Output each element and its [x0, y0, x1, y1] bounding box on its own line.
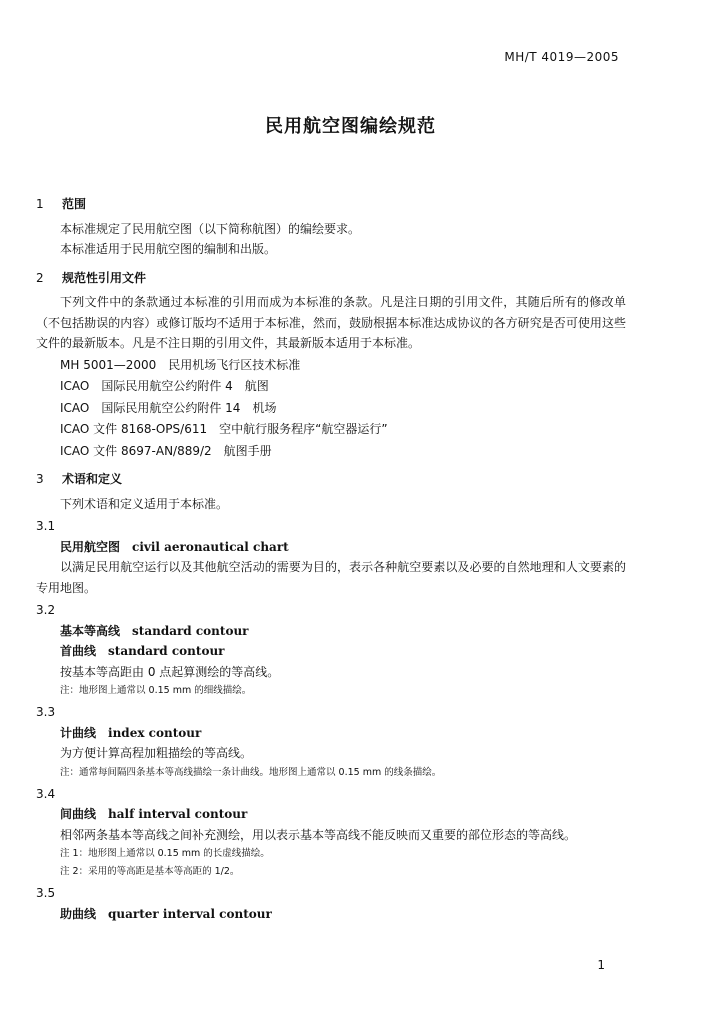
- term-cn: 首曲线: [60, 644, 97, 658]
- paragraph: 本标准规定了民用航空图（以下简称航图）的编绘要求。: [60, 221, 361, 236]
- subsection-number: 3.4: [36, 786, 56, 801]
- section-number: 2: [36, 270, 44, 285]
- definition: 为方便计算高程加粗描绘的等高线。: [60, 746, 253, 760]
- term-en: quarter interval contour: [108, 906, 272, 921]
- term: [36, 804, 626, 825]
- section-title: 范围: [62, 197, 87, 211]
- section-title: 规范性引用文件: [62, 270, 147, 285]
- subsection-number: 3.3: [36, 705, 56, 719]
- term-cn: 计曲线: [60, 725, 97, 740]
- document-body: [36, 186, 626, 924]
- term-en: civil aeronautical chart: [132, 539, 289, 554]
- term-cn: 助曲线: [60, 906, 97, 921]
- section-2-heading: [36, 268, 626, 289]
- section-title: 术语和定义: [62, 472, 123, 486]
- paragraph: 下列文件中的条款通过本标准的引用而成为本标准的条款。凡是注日期的引用文件，其随后所有的修改单（不包括勘误的内容）或修订版均不适用于本标准，然而，鼓励根据本标准达成协议的各方研究是否可使用这些文件的最新版本。凡是不注日期的引用文件，其最新版本适用于本标准。: [36, 295, 626, 350]
- definition: 按基本等高距由 0 点起算测绘的等高线。: [60, 664, 280, 679]
- subsection-number: 3.2: [36, 603, 56, 617]
- subsection-number: 3.1: [36, 519, 56, 533]
- reference-item: ICAO 文件 8697-AN/889/2 航图手册: [60, 443, 272, 458]
- term-cn: 间曲线: [60, 807, 97, 821]
- subsection-number: 3.5: [36, 886, 56, 900]
- reference-item: ICAO 国际民用航空公约附件 4 航图: [60, 379, 269, 393]
- term-cn: 基本等高线: [60, 623, 121, 638]
- reference-item: MH 5001—2000 民用机场飞行区技术标准: [60, 357, 301, 372]
- reference-item: ICAO 文件 8168-OPS/611 空中航行服务程序“航空器运行”: [60, 422, 388, 436]
- section-number: 1: [36, 197, 44, 211]
- term-en: standard contour: [132, 623, 249, 638]
- note: 注：地形图上通常以 0.15 mm 的细线描绘。: [60, 685, 252, 696]
- standard-number: MH/T 4019—2005: [504, 50, 619, 64]
- section-number: 3: [36, 472, 44, 486]
- term-cn: 民用航空图: [60, 539, 121, 554]
- page-number: 1: [597, 958, 605, 972]
- term: [36, 904, 626, 925]
- term-alias: [36, 641, 626, 662]
- note: 注 2：采用的等高距是基本等高距的 1/2。: [60, 866, 240, 877]
- definition: 以满足民用航空运行以及其他航空活动的需要为目的，表示各种航空要素以及必要的自然地理和人文要素的专用地图。: [36, 560, 626, 595]
- note: 注：通常每间隔四条基本等高线描绘一条计曲线。地形图上通常以 0.15 mm 的线条描绘。: [60, 766, 442, 778]
- paragraph: 本标准适用于民用航空图的编制和出版。: [60, 242, 277, 256]
- note: 注 1：地形图上通常以 0.15 mm 的长虚线描绘。: [60, 848, 270, 859]
- document-title: 民用航空图编绘规范: [265, 116, 436, 137]
- term: [36, 723, 626, 744]
- section-3-heading: [36, 469, 626, 490]
- section-1-heading: [36, 194, 626, 215]
- term: [36, 621, 626, 642]
- definition: 相邻两条基本等高线之间补充测绘，用以表示基本等高线不能反映而又重要的部位形态的等高线。: [60, 827, 577, 842]
- reference-item: ICAO 国际民用航空公约附件 14 机场: [60, 400, 277, 415]
- paragraph: 下列术语和定义适用于本标准。: [60, 496, 229, 511]
- term-en: half interval contour: [108, 807, 248, 821]
- term: [36, 537, 626, 558]
- term-en: index contour: [108, 725, 202, 740]
- term-en: standard contour: [108, 644, 225, 658]
